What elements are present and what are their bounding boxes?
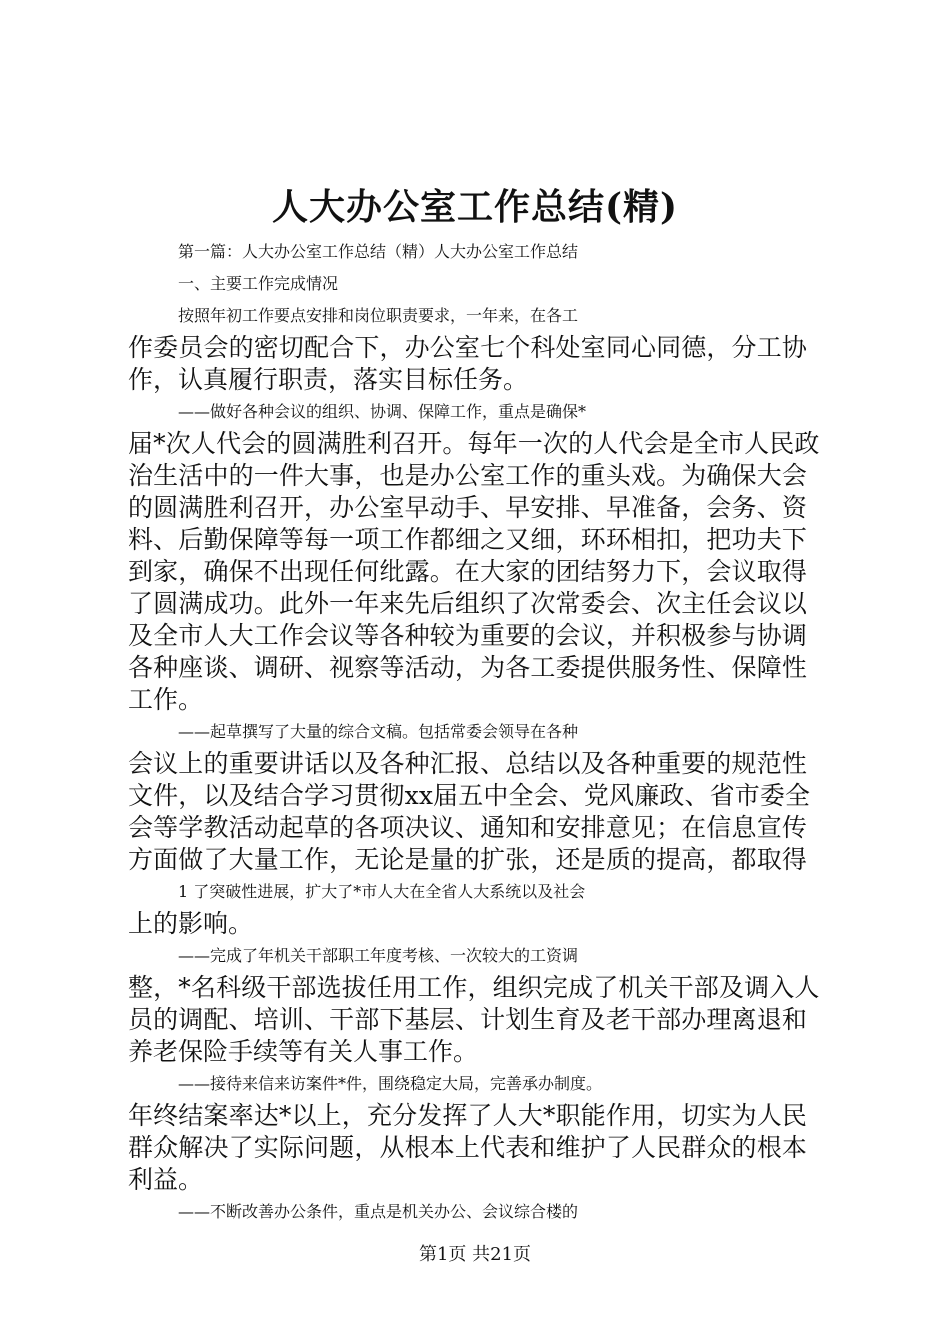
document-title: 人大办公室工作总结(精) [271,186,679,228]
body-line: ——完成了年机关干部职工年度考核、一次较大的工资调 [178,946,579,965]
body-line: ——不断改善办公条件，重点是机关办公、会议综合楼的 [178,1202,579,1221]
body-line: 的圆满胜利召开，办公室早动手、早安排、早准备，会务、资 [128,493,808,522]
body-line: ——接待来信来访案件*件，围绕稳定大局，完善承办制度。 [178,1074,603,1093]
page-footer: 第1页 共21页 [418,1244,532,1265]
body-line: 料、后勤保障等每一项工作都细之又细，环环相扣，把功夫下 [128,525,808,554]
body-line: 群众解决了实际问题，从根本上代表和维护了人民群众的根本 [128,1133,808,1162]
body-line: 文件，以及结合学习贯彻xx届五中全会、党风廉政、省市委全 [128,781,811,810]
body-line: 到家，确保不出现任何纰露。在大家的团结努力下，会议取得 [128,557,808,586]
body-line: ——做好各种会议的组织、协调、保障工作，重点是确保* [178,402,587,421]
body-line: 年终结案率达*以上，充分发挥了人大*职能作用，切实为人民 [128,1101,808,1130]
body-line: 员的调配、培训、干部下基层、计划生育及老干部办理离退和 [128,1005,808,1034]
body-line: 各种座谈、调研、视察等活动，为各工委提供服务性、保障性 [128,653,808,682]
body-line: 及全市人大工作会议等各种较为重要的会议，并积极参与协调 [128,621,808,650]
body-line: 养老保险手续等有关人事工作。 [128,1037,479,1066]
body-line: 按照年初工作要点安排和岗位职责要求，一年来，在各工 [178,306,579,325]
body-line: 治生活中的一件大事，也是办公室工作的重头戏。为确保大会 [128,461,808,490]
body-line: 作，认真履行职责，落实目标任务。 [128,365,529,394]
body-line: 整，*名科级干部选拔任用工作，组织完成了机关干部及调入人 [128,973,820,1002]
body-line: 一、主要工作完成情况 [178,274,339,293]
body-line: 作委员会的密切配合下，办公室七个科处室同心同德，分工协 [128,333,808,362]
body-line: 了圆满成功。此外一年来先后组织了次常委会、次主任会议以 [128,589,808,618]
body-line: ——起草撰写了大量的综合文稿。包括常委会领导在各种 [178,722,579,741]
body-line: 工作。 [128,685,204,714]
body-line: 第一篇：人大办公室工作总结（精）人大办公室工作总结 [178,242,579,261]
body-line: 1 了突破性进展，扩大了*市人大在全省人大系统以及社会 [178,882,586,901]
body-line: 利益。 [128,1165,204,1194]
body-line: 上的影响。 [128,909,254,938]
body-line: 方面做了大量工作，无论是量的扩张，还是质的提高，都取得 [128,845,808,874]
body-line: 会等学教活动起草的各项决议、通知和安排意见；在信息宣传 [128,813,808,842]
body-line: 届*次人代会的圆满胜利召开。每年一次的人代会是全市人民政 [128,429,820,458]
body-line: 会议上的重要讲话以及各种汇报、总结以及各种重要的规范性 [128,749,808,778]
